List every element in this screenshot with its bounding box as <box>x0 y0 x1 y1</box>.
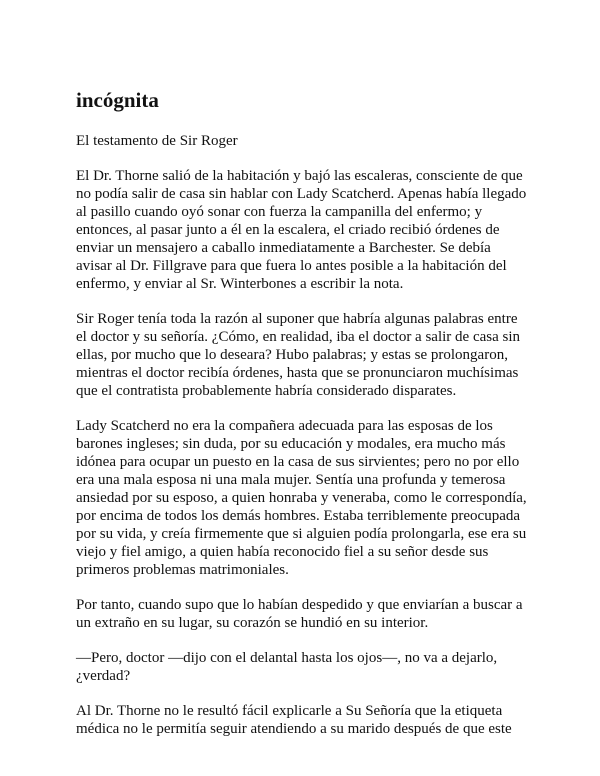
document-page <box>76 86 528 755</box>
paragraph-2: Sir Roger tenía toda la razón al suponer que habría algunas palabras entre el doctor y su señoría. ¿Cómo, en realidad, iba el doctor a salir de casa sin ellas, por mucho que lo deseara? Hubo palabras; y estas se prolongaron, mientras el doctor recibía órdenes, hasta que se pronunciaron muchísimas que el contratista probablemente habría considerado disparates. <box>76 311 521 399</box>
paragraph-1: El Dr. Thorne salió de la habitación y bajó las escaleras, consciente de que no podía salir de casa sin hablar con Lady Scatcherd. Apenas había llegado al pasillo cuando oyó sonar con fuerza la campanilla del enfermo; y entonces, al pasar junto a él en la escalera, el criado recibió órdenes de enviar un mensajero a caballo inmediatamente a Barchester. Se debía avisar al Dr. Fillgrave para que fuera lo antes posible a la habitación del enfermo, y enviar al Sr. Winterbones a escribir la nota. <box>76 168 527 292</box>
paragraph-5: —Pero, doctor —dijo con el delantal hasta los ojos—, no va a dejarlo, ¿verdad? <box>76 650 498 684</box>
chapter-subtitle: El testamento de Sir Roger <box>76 133 238 149</box>
paragraph-6: Al Dr. Thorne no le resultó fácil explicarle a Su Señoría que la etiqueta médica no le permitía seguir atendiendo a su marido después de que este <box>76 703 512 737</box>
paragraph-3: Lady Scatcherd no era la compañera adecuada para las esposas de los barones ingleses; sin duda, por su educación y modales, era mucho más idónea para ocupar un puesto en la casa de sus sirvientes; pero no por ello era una mala esposa ni una mala mujer. Sentía una profunda y temerosa ansiedad por su esposo, a quien honraba y veneraba, como le correspondía, por encima de todos los demás hombres. Estaba terriblemente preocupada por su vida, y creía firmemente que si alguien podía prolongarla, ese era su viejo y fiel amigo, a quien había reconocido fiel a su señor desde sus primeros problemas matrimoniales. <box>76 418 527 578</box>
paragraph-4: Por tanto, cuando supo que lo habían despedido y que enviarían a buscar a un extraño en su lugar, su corazón se hundió en su interior. <box>76 597 523 631</box>
chapter-heading: incógnita <box>76 88 159 112</box>
